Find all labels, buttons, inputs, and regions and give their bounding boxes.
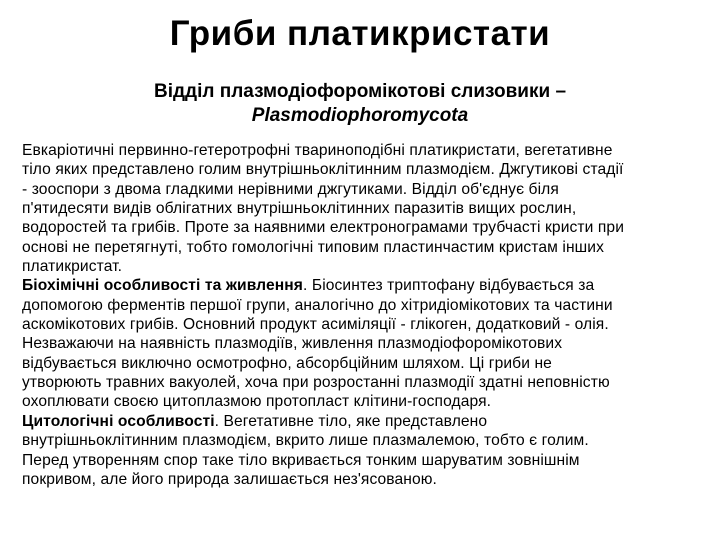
body-line: Евкаріотичні первинно-гетеротрофні твариноподібні платикристати, вегетативне <box>22 142 613 159</box>
body-line: Незважаючи на наявність плазмодіїв, живлення плазмодіофоромікотових <box>22 335 563 353</box>
body-line: відбувається виключно осмотрофно, абсорбційним шляхом. Ці гриби не <box>22 354 552 372</box>
cytology-text: . Вегетативне тіло, яке представлено <box>214 412 488 430</box>
body-line: покривом, але його природа залишається нез'ясованою. <box>22 470 437 488</box>
body-line: платикристат. <box>22 258 123 276</box>
slide-title: Гриби платикристати <box>169 14 551 53</box>
body-line: п'ятидесяти видів облігатних внутрішньоклітинних паразитів вищих рослин, <box>22 200 577 218</box>
biochem-heading: Біохімічні особливості та живлення <box>22 277 303 295</box>
body-line: водоростей та грибів. Проте за наявними електронограмами трубчасті кристи при <box>22 219 625 237</box>
body-line: аскомікотових грибів. Основний продукт асиміляції - глікоген, додатковий - олія. <box>22 316 609 334</box>
body-line: основі не перетягнуті, тобто гомологічні типовим пластинчастим кристам інших <box>22 238 604 256</box>
section-subtitle <box>40 80 680 128</box>
biochem-text: . Біосинтез триптофану відбувається за <box>303 277 595 295</box>
body-line: допомогою ферментів першої групи, аналогічно до хітридіомікотових та частини <box>22 296 613 314</box>
subtitle-latin-name: Plasmodiophoromycota <box>251 105 469 126</box>
body-text <box>22 141 710 489</box>
body-line: тіло яких представлено голим внутрішньоклітинним плазмодієм. Джгутикові стадії <box>22 161 624 179</box>
subtitle-line-1: Відділ плазмодіофоромікотові слизовики – <box>153 81 567 102</box>
body-line: внутрішньоклітинним плазмодієм, вкрито лише плазмалемою, тобто є голим. <box>22 432 589 450</box>
body-line: охоплювати своєю цитоплазмою протопласт клітини-господаря. <box>22 393 492 411</box>
body-line: - зооспори з двома гладкими нерівними джгутиками. Відділ об'єднує біля <box>22 180 559 198</box>
body-line-cytology <box>22 412 710 431</box>
body-line-biochem <box>22 276 710 295</box>
cytology-heading: Цитологічні особливості <box>22 412 215 430</box>
body-line: Перед утворенням спор таке тіло вкривається тонким шаруватим зовнішнім <box>22 451 580 469</box>
body-line: утворюють травних вакуолей, хоча при розростанні плазмодії здатні неповністю <box>22 374 610 392</box>
